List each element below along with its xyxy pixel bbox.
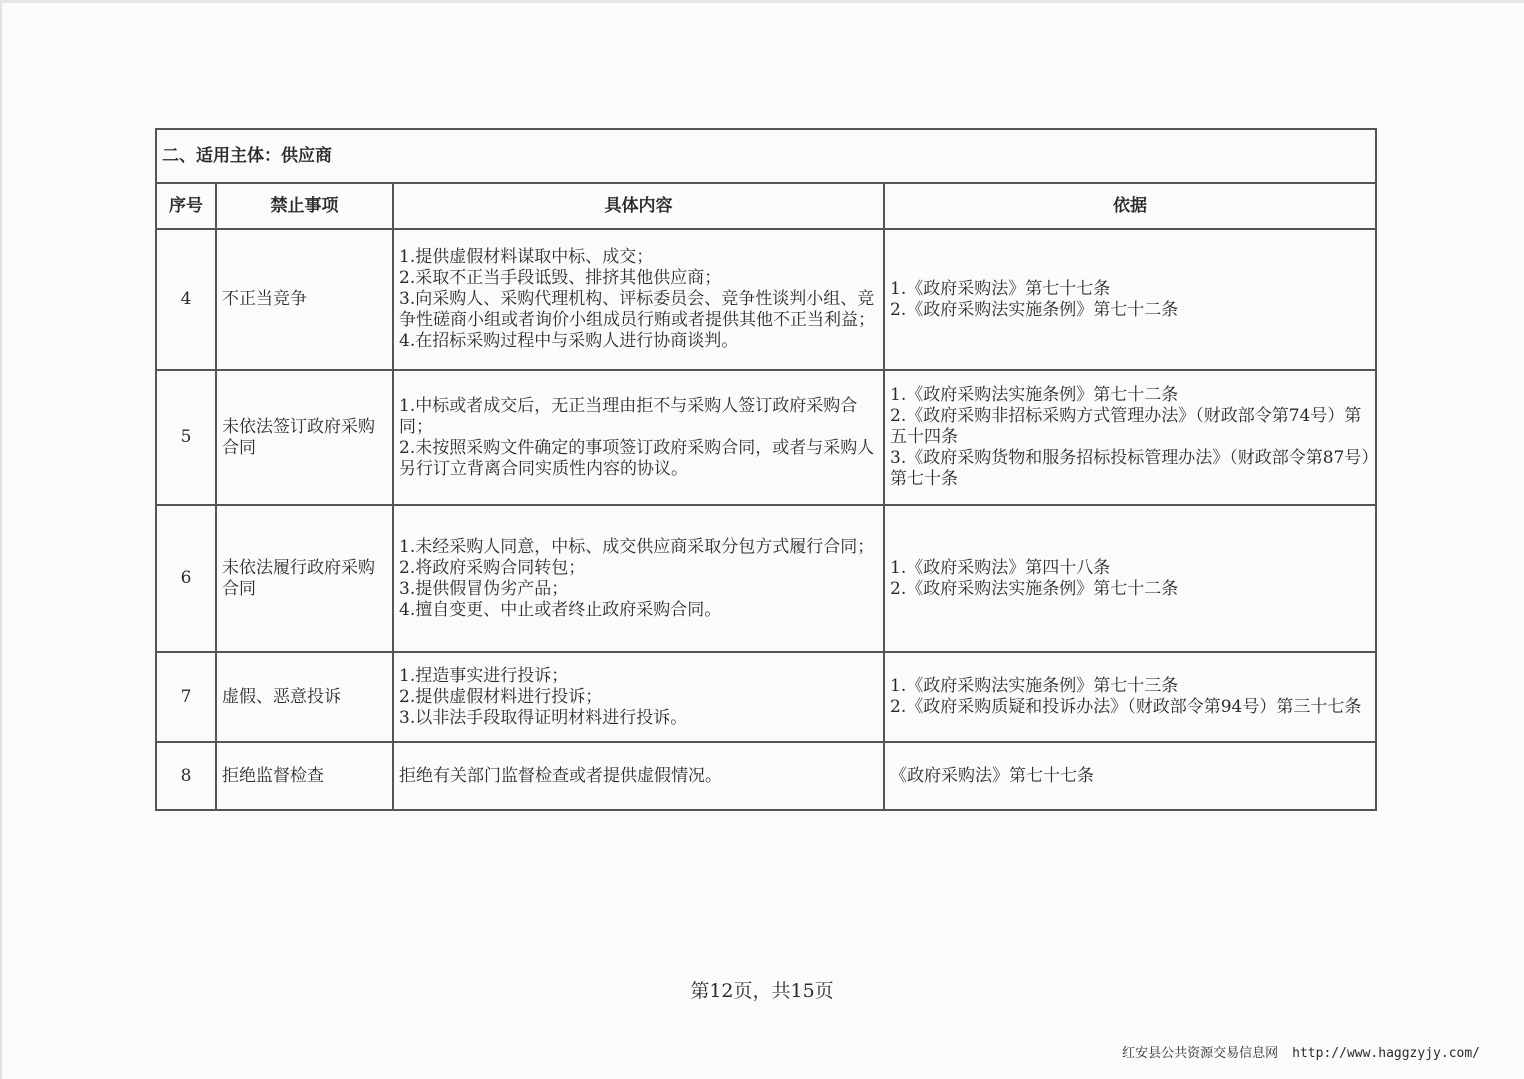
site-footer [1122, 1042, 1480, 1061]
basis-line: 2.《政府采购法实施条例》第七十二条 [890, 578, 1179, 599]
content-line: 2.提供虚假材料进行投诉； [399, 686, 603, 707]
page-left-edge [0, 0, 2, 1079]
content-line: 拒绝有关部门监督检查或者提供虚假情况。 [399, 765, 722, 786]
header-item: 禁止事项 [216, 183, 393, 229]
page-top-edge [0, 0, 1524, 3]
content-line: 3.向采购人、采购代理机构、评标委员会、竞争性谈判小组、竞争性磋商小组或者询价小组成员行贿或者提供其他不正当利益； [399, 289, 875, 330]
basis-line: 3.《政府采购货物和服务招标投标管理办法》（财政部令第87号）第七十条 [890, 448, 1370, 489]
basis-line: 1.《政府采购法实施条例》第七十三条 [890, 676, 1179, 696]
content-cell [393, 742, 884, 810]
prohibited-item: 未依法履行政府采购合同 [216, 505, 393, 652]
row-number: 7 [156, 652, 216, 742]
site-name: 红安县公共资源交易信息网 [1122, 1046, 1279, 1061]
basis-line: 2.《政府采购法实施条例》第七十二条 [890, 299, 1179, 320]
content-line: 1.捏造事实进行投诉； [399, 665, 569, 686]
basis-cell [884, 742, 1376, 810]
basis-cell [884, 652, 1376, 742]
content-line: 1.中标或者成交后，无正当理由拒不与采购人签订政府采购合同； [399, 395, 858, 437]
content-line: 2.将政府采购合同转包； [399, 557, 586, 578]
table-row [156, 652, 1376, 742]
basis-line: 1.《政府采购法》第四十八条 [890, 557, 1111, 578]
content-cell [393, 652, 884, 742]
section-title-row [156, 129, 1376, 183]
basis-cell [884, 505, 1376, 652]
content-line: 3.提供假冒伪劣产品； [399, 578, 569, 599]
header-content: 具体内容 [393, 183, 884, 229]
table-row [156, 229, 1376, 370]
header-no: 序号 [156, 183, 216, 229]
prohibited-item: 未依法签订政府采购合同 [216, 370, 393, 505]
row-number: 4 [156, 229, 216, 370]
basis-line: 2.《政府采购非招标采购方式管理办法》（财政部令第74号）第五十四条 [890, 406, 1362, 447]
content-line: 4.擅自变更、中止或者终止政府采购合同。 [399, 599, 722, 620]
prohibited-item: 虚假、恶意投诉 [216, 652, 393, 742]
basis-line: 《政府采购法》第七十七条 [890, 765, 1094, 786]
page-number: 第12页，共15页 [690, 980, 834, 1002]
basis-line: 2.《政府采购质疑和投诉办法》（财政部令第94号）第三十七条 [890, 697, 1362, 717]
prohibited-items-table [155, 128, 1377, 811]
row-number: 6 [156, 505, 216, 652]
table-row [156, 370, 1376, 505]
content-line: 3.以非法手段取得证明材料进行投诉。 [399, 707, 688, 728]
header-row [156, 183, 1376, 229]
content-cell [393, 505, 884, 652]
prohibited-item: 拒绝监督检查 [216, 742, 393, 810]
basis-line: 1.《政府采购法实施条例》第七十二条 [890, 385, 1179, 405]
content-line: 1.未经采购人同意，中标、成交供应商采取分包方式履行合同； [399, 536, 875, 557]
section-title: 二、适用主体：供应商 [156, 129, 1376, 183]
content-line: 1.提供虚假材料谋取中标、成交； [399, 247, 654, 267]
prohibited-item: 不正当竞争 [216, 229, 393, 370]
header-basis: 依据 [884, 183, 1376, 229]
content-cell [393, 370, 884, 505]
content-line: 2.未按照采购文件确定的事项签订政府采购合同，或者与采购人另行订立背离合同实质性内容的协议。 [399, 437, 875, 479]
basis-line: 1.《政府采购法》第七十七条 [890, 278, 1111, 299]
basis-cell [884, 229, 1376, 370]
content-line: 2.采取不正当手段诋毁、排挤其他供应商； [399, 268, 722, 288]
row-number: 5 [156, 370, 216, 505]
table-row [156, 742, 1376, 810]
table-row [156, 505, 1376, 652]
basis-cell [884, 370, 1376, 505]
site-url: http://www.haggzyjy.com/ [1292, 1046, 1480, 1061]
content-line: 4.在招标采购过程中与采购人进行协商谈判。 [399, 331, 739, 351]
row-number: 8 [156, 742, 216, 810]
content-cell [393, 229, 884, 370]
